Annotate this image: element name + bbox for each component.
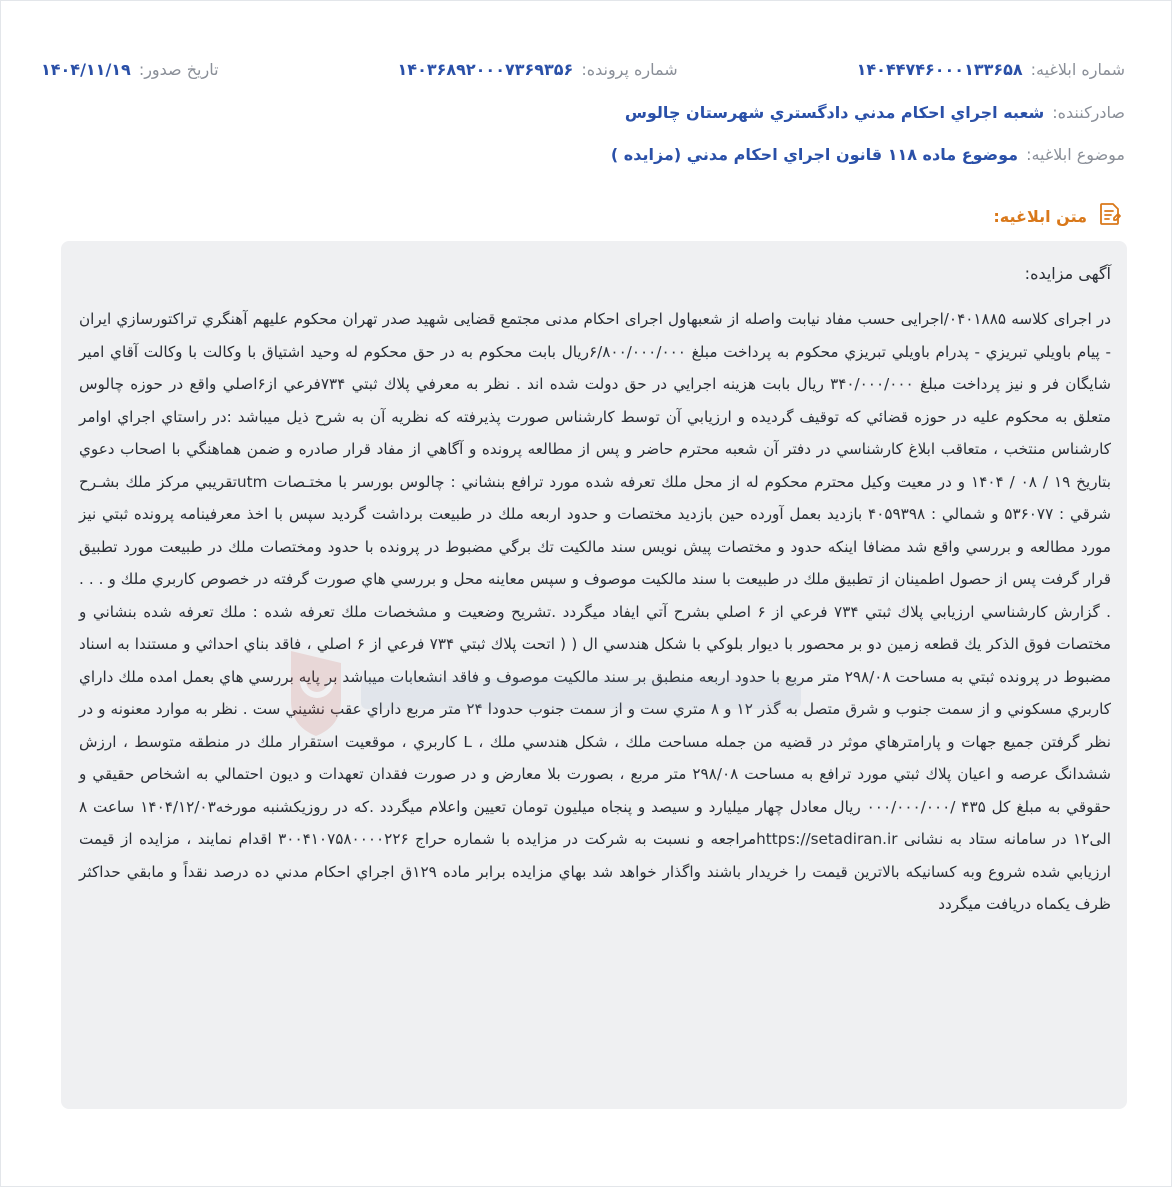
notice-content-panel (61, 241, 1127, 1109)
content-body: در اجرای کلاسه ۰۴۰۱۸۸۵/اجرایی حسب مفاد نیابت واصله از شعبهاول اجرای احکام مدنی مجتمع قضایی شهید صدر تهران محکوم علیهم آهنگري تراكتورسازي ايران - پيام باويلي تبريزي - پدرام باويلي تبريزي محكوم به پرداخت مبلغ ۶/۸۰۰/۰۰۰/۰۰۰ريال بابت محكوم به در حق محكوم له وحيد اشتياق با وكالت با وكالت آقاي امير شايگان فر و نيز پرداخت مبلغ ۳۴۰/۰۰۰/۰۰۰ ريال بابت هزينه اجرايي در حق دولت شده اند . نظر به معرفي پلاك ثبتي ۷۳۴فرعي از۶اصلي واقع در حوزه چالوس متعلق به محكوم عليه در حوزه قضائي كه توقيف گرديده و ارزيابي آن توسط كارشناس صورت پذيرفته كه نظريه آن به شرح ذيل ميباشد :در راستاي اجراي اوامر كارشناس منتخب ، متعاقب ابلاغ كارشناسي در دفتر آن شعبه محترم حاضر و پس از مطالعه پرونده و آگاهي از مفاد قرار صادره و ضمن هماهنگي با اصحاب دعوي بتاريخ ۱۹ / ۰۸ / ۱۴۰۴ و در معيت وكيل محترم محكوم له از محل ملك تعرفه شده مورد ترافع بنشاني : چالوس بورسر با مختـصات utmتقريبي مركز ملك بشـرح شرقي : ۵۳۶۰۷۷ و شمالي : ۴۰۵۹۳۹۸ بازديد بعمل آورده حين بازديد مختصات و حدود اربعه ملك در طبيعت برداشت گرديد سپس با اخذ معرفينامه پرونده ثبتي نيز مورد مطالعه و بررسي واقع شد مضافا اينكه حدود و مختصات پيش نويس سند مالكيت تك برگي مضبوط در پرونده با حدود ومختصات ملك در طبيعت مورد تطبيق قرار گرفت پس از حصول اطمينان از تطبيق ملك در طبيعت با سند مالكيت موصوف و سپس معاينه محل و بررسي هاي صورت گرفته در خصوص كاربري ملك و . . . . گزارش كارشناسي ارزيابي پلاك ثبتي ۷۳۴ فرعي از ۶ اصلي بشرح آتي ايفاد ميگردد .تشريح وضعيت و مشخصات ملك تعرفه شده : ملك تعرفه شده بنشاني و مختصات فوق الذكر يك قطعه زمين دو بر محصور با ديوار بلوكي با شكل هندسي ال ( ( اتحت پلاك ثبتي ۷۳۴ فرعي از ۶ اصلي ، فاقد بناي احداثي و مستندا به اسناد مضبوط در پرونده ثبتي به مساحت ۲۹۸/۰۸ متر مربع با حدود اربعه منطبق بر سند مالكيت موصوف و فاقد انشعابات ميباشد بر پايه بررسي هاي بعمل امده ملك داراي كاربري مسكوني و از سمت جنوب و شرق متصل به گذر ۱۲ و ۸ متري ست و از سمت جنوب حدودا ۲۴ متر مربع داراي عقب نشيني ست . نظر به موارد معنونه و در نظر گرفتن جميع جهات و پارامترهاي موثر در قضيه من جمله مساحت ملك ، شكل هندسي ملك ، L كاربري ، موقعيت استقرار ملك در منطقه متوسط ، ارزش ششدانگ عرصه و اعيان پلاك ثبتي مورد ترافع به مساحت ۲۹۸/۰۸ متر مربع ، بصورت بلا معارض و در صورت فقدان تعهدات و ديون احتمالي به اشخاص حقيقي و حقوقي به مبلغ كل ۴۳۵ /۰۰۰/۰۰۰/۰۰۰ ريال معادل چهار ميليارد و سيصد و پنجاه ميليون تومان تعيين واعلام ميگردد .كه در روزيكشنبه مورخه۱۴۰۴/۱۲/۰۳ ساعت ۸ الی۱۲ در سامانه ستاد به نشانی https://setadiran.irمراجعه و نسبت به شرکت در مزایده با شماره حراج ۳۰۰۴۱۰۷۵۸۰۰۰۰۲۲۶ اقدام نمايند ، مزايده از قيمت ارزيابي شده شروع وبه كسانيكه بالاترين قيمت را خريدار باشند واگذار خواهد شد بهاي مزايده برابر ماده ۱۲۹ق اجراي احكام مدني ده درصد نقداً و مابقي حداكثر ظرف يكماه دريافت ميگردد (79, 310, 1112, 913)
issuer-label: صادرکننده: (1052, 103, 1125, 122)
issuer-row (41, 101, 1125, 125)
meta-row (41, 58, 1125, 82)
issuer-value: شعبه اجراي احكام مدني دادگستري شهرستان چالوس (624, 103, 1045, 122)
case-number-label: شماره پرونده: (581, 60, 678, 79)
content-heading: آگهی مزايده: (1024, 264, 1111, 283)
case-number-value: ۱۴۰۳۶۸۹۲۰۰۰۷۳۶۹۳۵۶ (397, 60, 574, 79)
issue-date (41, 58, 219, 82)
section-title: متن ابلاغيه: (993, 206, 1087, 226)
subject-row (41, 143, 1125, 167)
document-note-icon (1097, 201, 1123, 231)
issue-date-value: ۱۴۰۴/۱۱/۱۹ (41, 60, 131, 79)
case-number (398, 58, 678, 82)
notice-number-value: ۱۴۰۴۴۷۴۶۰۰۰۱۳۳۶۵۸ (856, 60, 1023, 79)
notice-number (857, 58, 1125, 82)
issue-date-label: تاريخ صدور: (138, 60, 219, 79)
notice-number-label: شماره ابلاغيه: (1030, 60, 1125, 79)
subject-value: موضوع ماده ۱۱۸ قانون اجراي احكام مدني (مزايده ) (610, 145, 1019, 164)
section-header (993, 201, 1123, 231)
subject-label: موضوع ابلاغيه: (1026, 145, 1125, 164)
